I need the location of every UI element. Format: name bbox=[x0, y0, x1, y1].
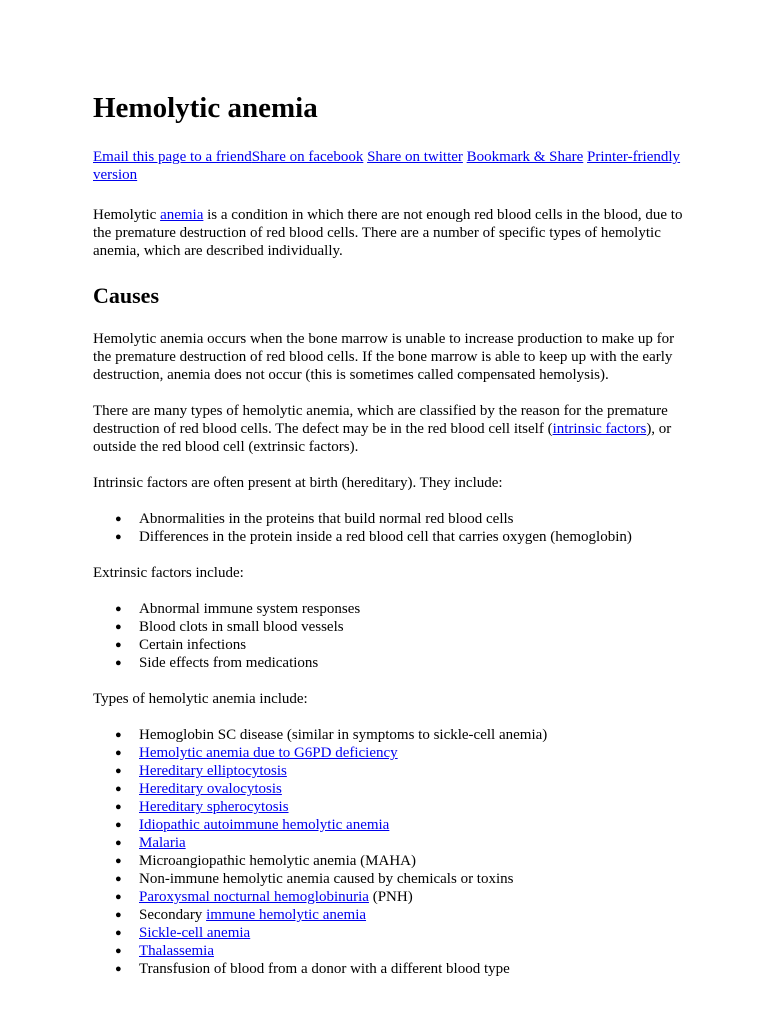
list-item bbox=[115, 762, 683, 780]
bullet-icon: ● bbox=[115, 801, 122, 813]
bullet-icon: ● bbox=[115, 531, 122, 543]
bullet-icon: ● bbox=[115, 783, 122, 795]
bullet-icon: ● bbox=[115, 819, 122, 831]
bullet-icon: ● bbox=[115, 855, 122, 867]
list-item-text: (PNH) bbox=[368, 889, 413, 905]
list-item-text: Differences in the protein inside a red blood cell that carries oxygen (hemoglobin) bbox=[139, 529, 632, 545]
bullet-icon: ● bbox=[115, 621, 122, 633]
printer-friendly-link[interactable]: Printer-friendly version bbox=[93, 149, 681, 183]
bookmark-link[interactable]: Bookmark & Share bbox=[466, 149, 584, 165]
list-item bbox=[115, 816, 683, 834]
bullet-icon: ● bbox=[115, 657, 122, 669]
type-link[interactable]: Malaria bbox=[139, 835, 186, 851]
list-item-text: Abnormal immune system responses bbox=[139, 601, 361, 617]
list-item bbox=[115, 744, 683, 762]
list-item-text: Transfusion of blood from a donor with a different blood type bbox=[139, 961, 510, 977]
email-link[interactable]: Email this page to a friend bbox=[93, 149, 252, 165]
causes-heading: Causes bbox=[93, 283, 160, 308]
list-item bbox=[115, 870, 683, 888]
type-link[interactable]: Idiopathic autoimmune hemolytic anemia bbox=[139, 817, 390, 833]
causes-p2-post: ), or outside the red blood cell (extrinsic factors). bbox=[93, 421, 672, 455]
types-list bbox=[93, 726, 683, 978]
list-item bbox=[115, 834, 683, 852]
type-link[interactable]: immune hemolytic anemia bbox=[206, 907, 367, 923]
bullet-icon: ● bbox=[115, 639, 122, 651]
bullet-icon: ● bbox=[115, 603, 122, 615]
list-item-text: Blood clots in small blood vessels bbox=[139, 619, 344, 635]
list-item bbox=[115, 600, 683, 618]
list-item-text: Side effects from medications bbox=[139, 655, 319, 671]
list-item-text: Hemoglobin SC disease (similar in symptoms to sickle-cell anemia) bbox=[139, 727, 548, 743]
intrinsic-intro: Intrinsic factors are often present at birth (hereditary). They include: bbox=[93, 475, 503, 491]
list-item-text: Abnormalities in the proteins that build normal red blood cells bbox=[139, 511, 514, 527]
list-item bbox=[115, 798, 683, 816]
list-item bbox=[115, 618, 683, 636]
bullet-icon: ● bbox=[115, 909, 122, 921]
list-item-text: Non-immune hemolytic anemia caused by chemicals or toxins bbox=[139, 871, 514, 887]
bullet-icon: ● bbox=[115, 747, 122, 759]
types-intro: Types of hemolytic anemia include: bbox=[93, 691, 308, 707]
intro-text-post: is a condition in which there are not enough red blood cells in the blood, due to the premature destruction of red blood cells. There are a number of specific types of hemolytic anemia, which are described individually. bbox=[93, 207, 683, 259]
list-item bbox=[115, 726, 683, 744]
extrinsic-list bbox=[93, 600, 683, 672]
type-link[interactable]: Hereditary elliptocytosis bbox=[139, 763, 287, 779]
extrinsic-intro: Extrinsic factors include: bbox=[93, 565, 244, 581]
list-item bbox=[115, 528, 683, 546]
type-link[interactable]: Hemolytic anemia due to G6PD deficiency bbox=[139, 745, 398, 761]
share-links bbox=[93, 148, 683, 184]
list-item bbox=[115, 960, 683, 978]
bullet-icon: ● bbox=[115, 765, 122, 777]
causes-paragraph-1: Hemolytic anemia occurs when the bone marrow is unable to increase production to make up for the premature destruction of red blood cells. If the bone marrow is able to keep up with the early destruction, anemia does not occur (this is sometimes called compensated hemolysis). bbox=[93, 331, 675, 383]
causes-paragraph-2 bbox=[93, 402, 683, 456]
list-item bbox=[115, 510, 683, 528]
intro-text-pre: Hemolytic bbox=[93, 207, 161, 223]
list-item bbox=[115, 852, 683, 870]
bullet-icon: ● bbox=[115, 873, 122, 885]
list-item-text: Certain infections bbox=[139, 637, 247, 653]
type-link[interactable]: Thalassemia bbox=[139, 943, 214, 959]
list-item bbox=[115, 654, 683, 672]
anemia-link[interactable]: anemia bbox=[160, 207, 204, 223]
twitter-link[interactable]: Share on twitter bbox=[367, 149, 463, 165]
list-item bbox=[115, 636, 683, 654]
list-item bbox=[115, 780, 683, 798]
list-item-text: Microangiopathic hemolytic anemia (MAHA) bbox=[139, 853, 417, 869]
bullet-icon: ● bbox=[115, 513, 122, 525]
type-link[interactable]: Paroxysmal nocturnal hemoglobinuria bbox=[139, 889, 369, 905]
causes-p2-pre: There are many types of hemolytic anemia, which are classified by the reason for the premature destruction of red blood cells. The defect may be in the red blood cell itself ( bbox=[93, 403, 668, 437]
intro-paragraph bbox=[93, 206, 683, 260]
intrinsic-list bbox=[93, 510, 683, 546]
bullet-icon: ● bbox=[115, 945, 122, 957]
page-title: Hemolytic anemia bbox=[93, 92, 318, 124]
list-item bbox=[115, 906, 683, 924]
list-item-text: Secondary bbox=[139, 907, 207, 923]
bullet-icon: ● bbox=[115, 927, 122, 939]
list-item bbox=[115, 942, 683, 960]
type-link[interactable]: Hereditary spherocytosis bbox=[139, 799, 289, 815]
type-link[interactable]: Hereditary ovalocytosis bbox=[139, 781, 282, 797]
list-item bbox=[115, 924, 683, 942]
type-link[interactable]: Sickle-cell anemia bbox=[139, 925, 251, 941]
bullet-icon: ● bbox=[115, 963, 122, 975]
intrinsic-factors-link[interactable]: intrinsic factors bbox=[552, 421, 647, 437]
bullet-icon: ● bbox=[115, 837, 122, 849]
facebook-link[interactable]: Share on facebook bbox=[251, 149, 364, 165]
bullet-icon: ● bbox=[115, 891, 122, 903]
list-item bbox=[115, 888, 683, 906]
bullet-icon: ● bbox=[115, 729, 122, 741]
